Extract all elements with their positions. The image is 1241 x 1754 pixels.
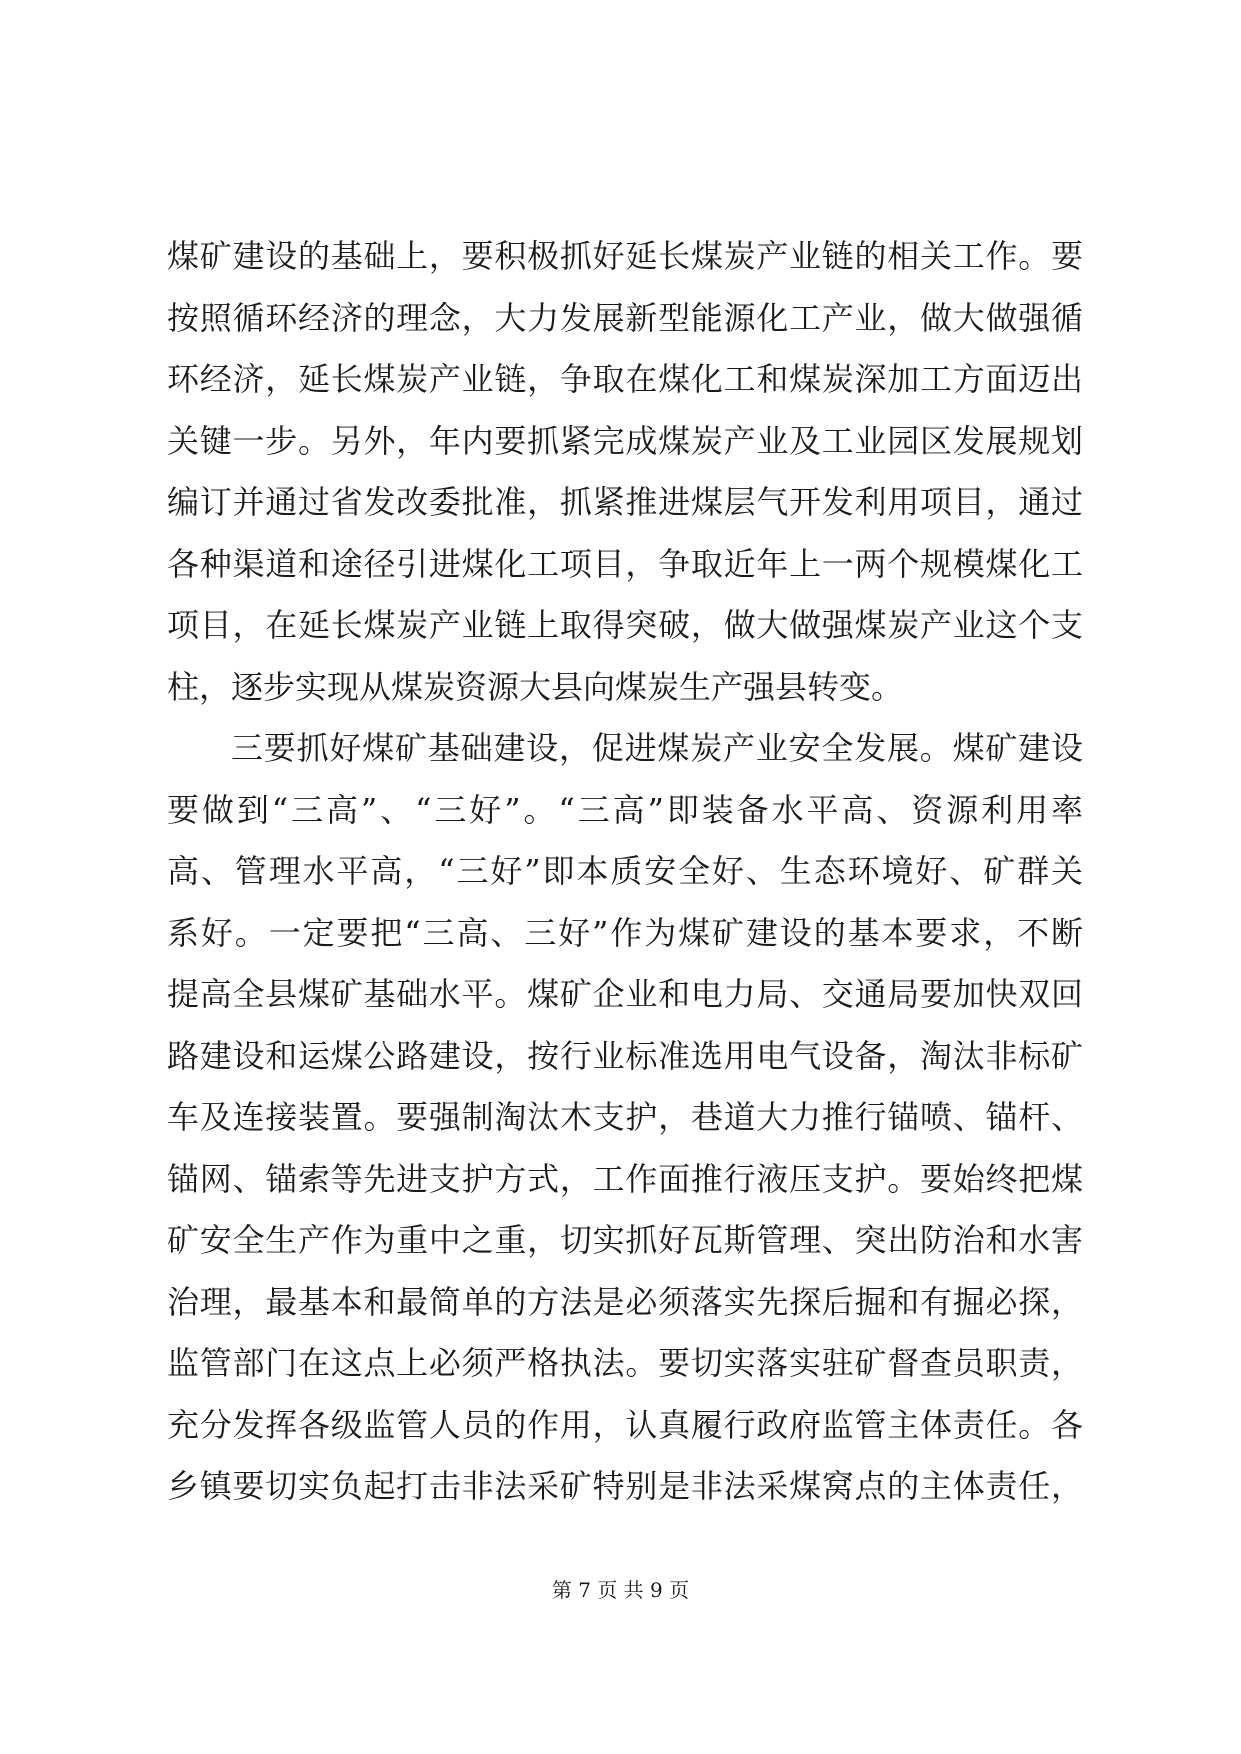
- text-line: 监管部门在这点上必须严格执法。要切实落实驻矿督查员职责，: [167, 1344, 1083, 1382]
- text-line: 充分发挥各级监管人员的作用，认真履行政府监管主体责任。各: [167, 1405, 1083, 1444]
- body-text: [167, 226, 1083, 1518]
- text-line: 环经济，延长煤炭产业链，争取在煤化工和煤炭深加工方面迈出: [167, 360, 1083, 398]
- text-line: 煤矿建设的基础上，要积极抓好延长煤炭产业链的相关工作。要: [167, 237, 1083, 275]
- text-line: 项目，在延长煤炭产业链上取得突破，做大做强煤炭产业这个支: [167, 606, 1083, 644]
- text-line: 编订并通过省发改委批准，抓紧推进煤层气开发利用项目，通过: [167, 483, 1083, 521]
- text-line: 系好。一定要把“三高、三好”作为煤矿建设的基本要求，不断: [167, 913, 1083, 952]
- text-line: 关键一步。另外，年内要抓紧完成煤炭产业及工业园区发展规划: [167, 421, 1083, 460]
- text-line: 高、管理水平高，“三好”即本质安全好、生态环境好、矿群关: [167, 852, 1083, 890]
- text-line: 治理，最基本和最简单的方法是必须落实先探后掘和有掘必探，: [167, 1282, 1083, 1321]
- text-line: 柱，逐步实现从煤炭资源大县向煤炭生产强县转变。: [167, 667, 904, 706]
- text-line: 按照循环经济的理念，大力发展新型能源化工产业，做大做强循: [167, 298, 1083, 337]
- text-line: 三要抓好煤矿基础建设，促进煤炭产业安全发展。煤矿建设: [231, 729, 1083, 767]
- text-line: 乡镇要切实负起打击非法采矿特别是非法采煤窝点的主体责任，: [167, 1467, 1083, 1505]
- text-line: 提高全县煤矿基础水平。煤矿企业和电力局、交通局要加快双回: [167, 975, 1083, 1013]
- text-line: 要做到“三高”、“三好”。“三高”即装备水平高、资源利用率: [167, 790, 1083, 829]
- text-line: 各种渠道和途径引进煤化工项目，争取近年上一两个规模煤化工: [167, 544, 1083, 583]
- text-line: 锚网、锚索等先进支护方式，工作面推行液压支护。要始终把煤: [167, 1159, 1083, 1198]
- text-line: 矿安全生产作为重中之重，切实抓好瓦斯管理、突出防治和水害: [167, 1221, 1083, 1259]
- text-line: 车及连接装置。要强制淘汰木支护，巷道大力推行锚喷、锚杆、: [167, 1098, 1083, 1136]
- text-line: 路建设和运煤公路建设，按行业标准选用电气设备，淘汰非标矿: [167, 1036, 1083, 1075]
- page-number-footer: 第 7 页 共 9 页: [551, 1578, 690, 1602]
